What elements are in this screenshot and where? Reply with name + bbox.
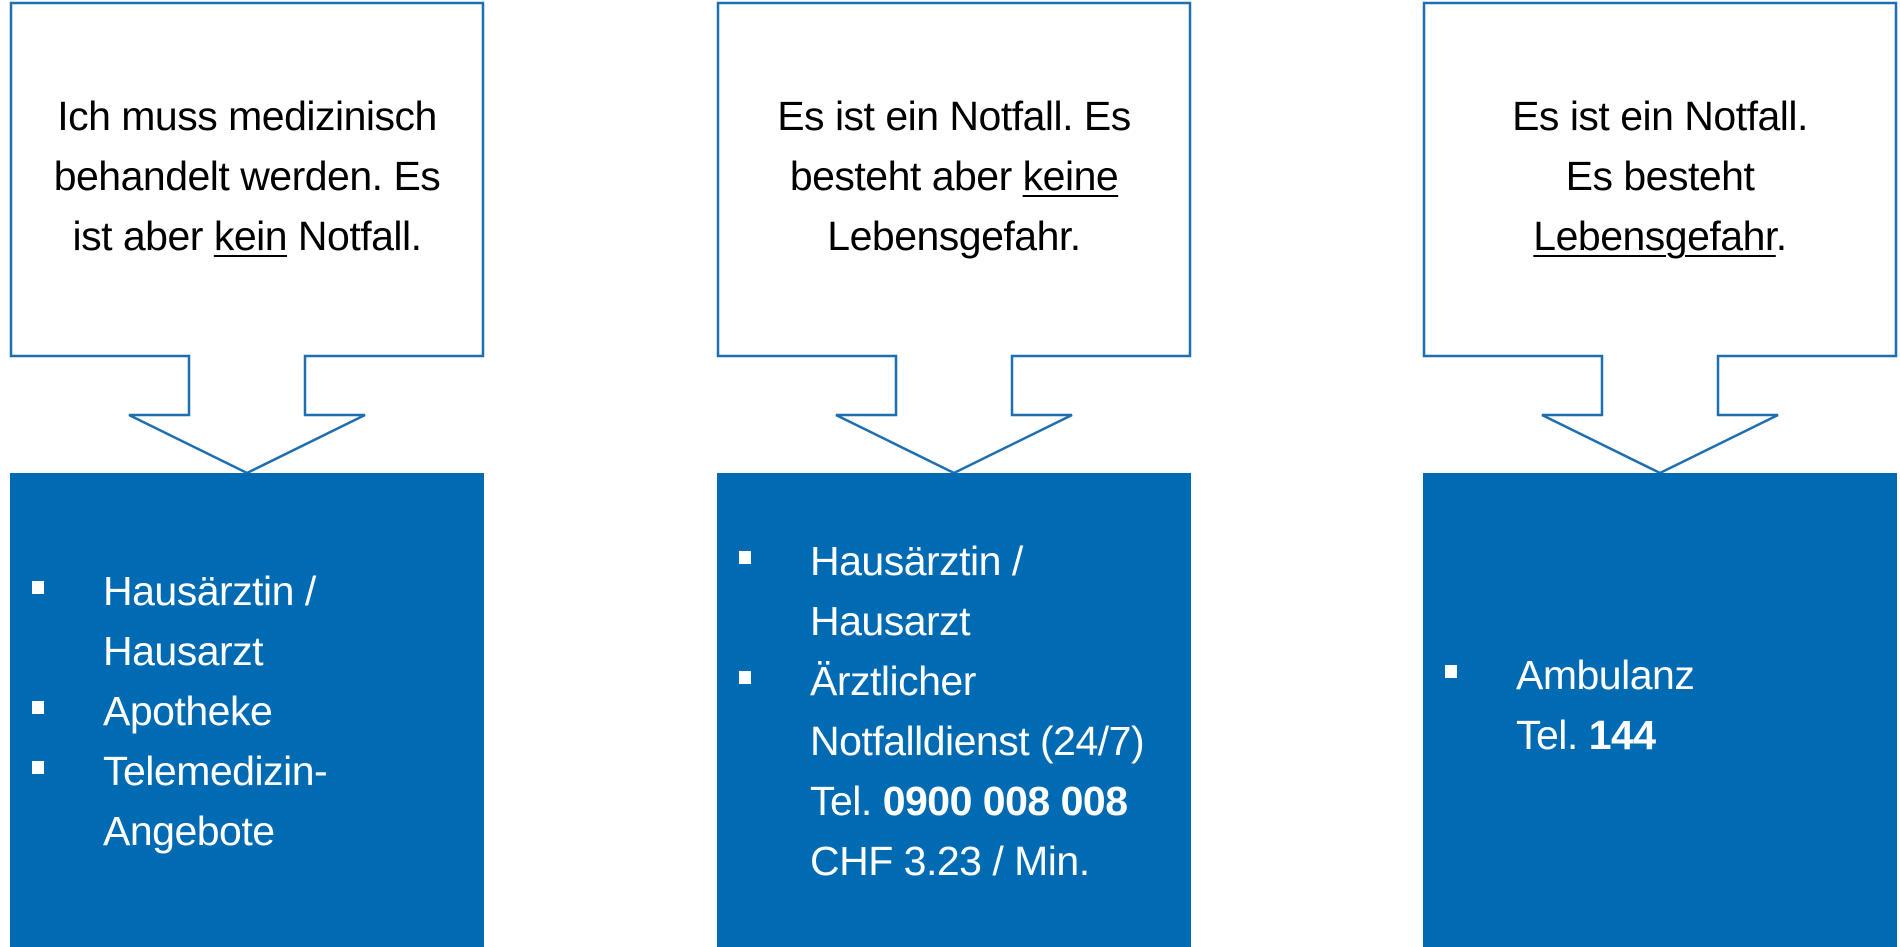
- list-item: Hausärztin / Hausarzt: [717, 531, 1191, 651]
- answer-box: [10, 473, 484, 947]
- bullet-icon: [1445, 665, 1457, 678]
- bullet-icon: [32, 581, 44, 594]
- emphasis: kein: [213, 213, 288, 259]
- bullet-icon: [739, 551, 751, 564]
- column-no-emergency: [10, 0, 484, 947]
- list-item: Ärztlicher Notfalldienst (24/7) Tel. 0900 008 008 CHF 3.23 / Min.: [717, 651, 1191, 891]
- phone-line: Tel. 0900 008 008: [810, 778, 1128, 824]
- list-item: Apotheke: [10, 681, 484, 741]
- phone-line: Tel. 144: [1516, 712, 1656, 758]
- answer-list: [717, 531, 1191, 891]
- phone-number: 0900 008 008: [882, 778, 1128, 824]
- list-item: Hausärztin / Hausarzt: [10, 561, 484, 681]
- question-text: Es ist ein Notfall. Es besteht aber keine Lebensgefahr.: [777, 93, 1131, 259]
- emphasis: Lebensgefahr: [1533, 213, 1776, 259]
- question-text: Es ist ein Notfall. Es besteht Lebensgefahr.: [1512, 93, 1808, 259]
- phone-number: 144: [1588, 712, 1656, 758]
- answer-list: [1423, 645, 1897, 765]
- answer-box: [1423, 473, 1897, 947]
- answer-box: [717, 473, 1191, 947]
- column-life-threatening: [1423, 0, 1897, 947]
- question-text: Ich muss medizinisch behandelt werden. Es ist aber kein Notfall.: [53, 93, 441, 259]
- column-emergency-no-danger: [717, 0, 1191, 947]
- list-item: Ambulanz Tel. 144: [1423, 645, 1897, 765]
- bullet-icon: [32, 761, 44, 774]
- list-item: Telemedizin- Angebote: [10, 741, 484, 861]
- bullet-icon: [32, 701, 44, 714]
- price-line: CHF 3.23 / Min.: [810, 838, 1090, 884]
- bullet-icon: [739, 671, 751, 684]
- answer-list: [10, 561, 484, 861]
- emphasis: keine: [1022, 153, 1119, 199]
